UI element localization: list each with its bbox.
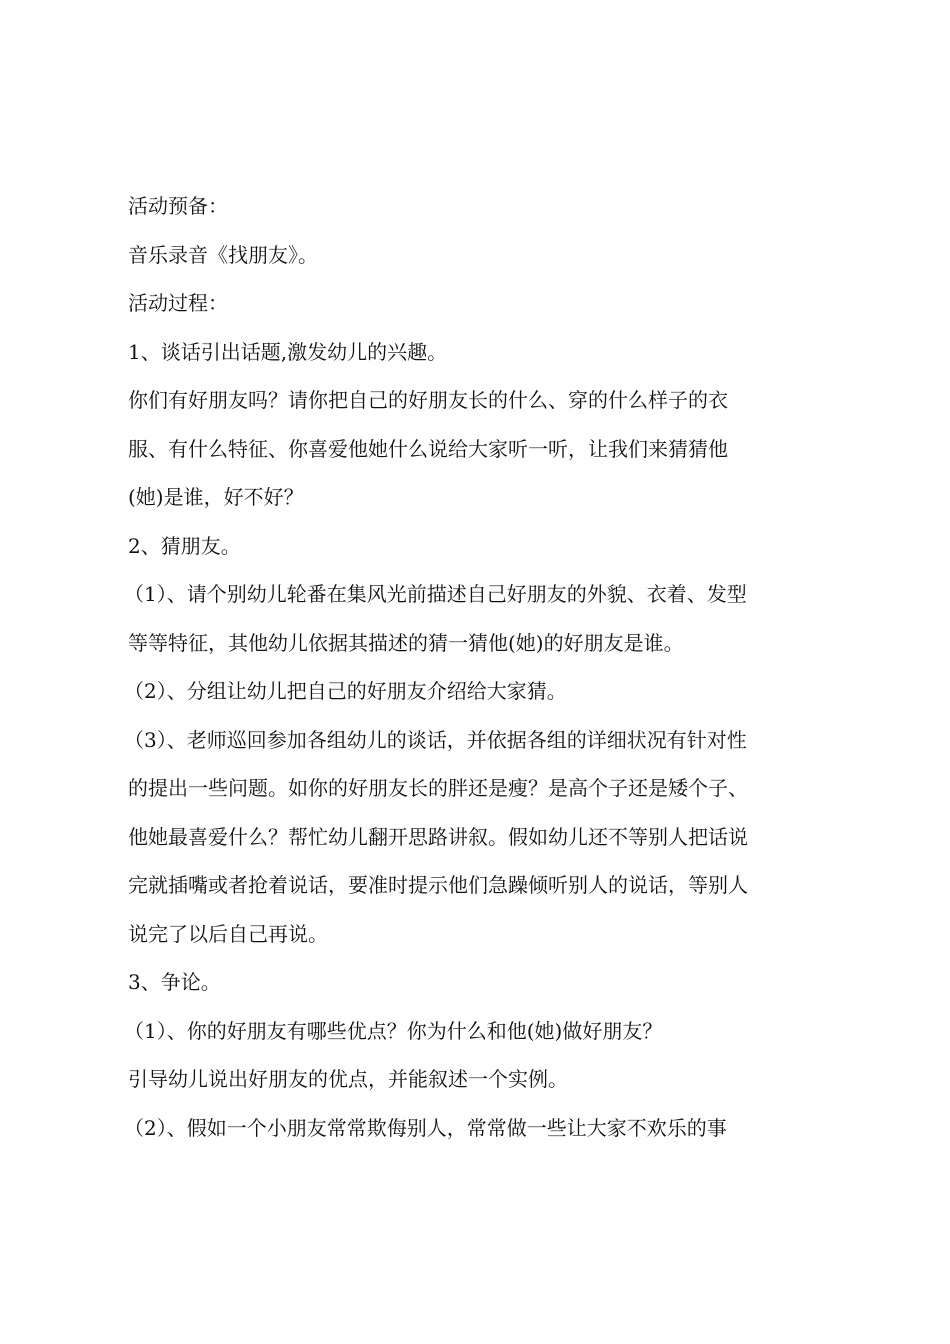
paragraph: 引导幼儿说出好朋友的优点，并能叙述一个实例。	[128, 1067, 568, 1091]
step-heading: 1、谈话引出话题,激发幼儿的兴趣。	[128, 339, 448, 364]
sub-step: （2）、分组让幼儿把自己的好朋友介绍给大家猜。	[124, 679, 567, 703]
paragraph: 服、有什么特征、你喜爱他她什么说给大家听一听，让我们来猜猜他	[128, 436, 728, 461]
sub-step: （2）、假如一个小朋友常常欺侮别人，常常做一些让大家不欢乐的事	[124, 1115, 727, 1140]
step-heading: 2、猜朋友。	[128, 533, 241, 558]
paragraph: 你们有好朋友吗？请你把自己的好朋友长的什么、穿的什么样子的衣	[128, 388, 728, 412]
heading-preparation: 活动预备：	[128, 194, 228, 218]
document-body	[124, 182, 834, 1152]
paragraph: 完就插嘴或者抢着说话，要准时提示他们急躁倾听别人的说话，等别人	[128, 873, 748, 897]
paragraph: 等等特征，其他幼儿依据其描述的猜一猜他(她)的好朋友是谁。	[128, 630, 684, 655]
paragraph: (她)是谁，好不好？	[128, 485, 304, 509]
paragraph: 的提出一些问题。如你的好朋友长的胖还是瘦？是高个子还是矮个子、	[128, 776, 748, 800]
heading-process: 活动过程：	[128, 291, 228, 315]
sub-step: （1）、你的好朋友有哪些优点？你为什么和他(她)做好朋友？	[124, 1018, 663, 1043]
sub-step: （1）、请个别幼儿轮番在集风光前描述自己好朋友的外貌、衣着、发型	[124, 582, 747, 606]
paragraph: 音乐录音《找朋友》。	[128, 242, 318, 267]
paragraph: 说完了以后自己再说。	[128, 921, 328, 946]
sub-step: （3）、老师巡回参加各组幼儿的谈话，并依据各组的详细状况有针对性	[124, 727, 747, 752]
step-heading: 3、争论。	[128, 970, 221, 994]
paragraph: 他她最喜爱什么？帮忙幼儿翻开思路讲叙。假如幼儿还不等别人把话说	[128, 824, 748, 849]
